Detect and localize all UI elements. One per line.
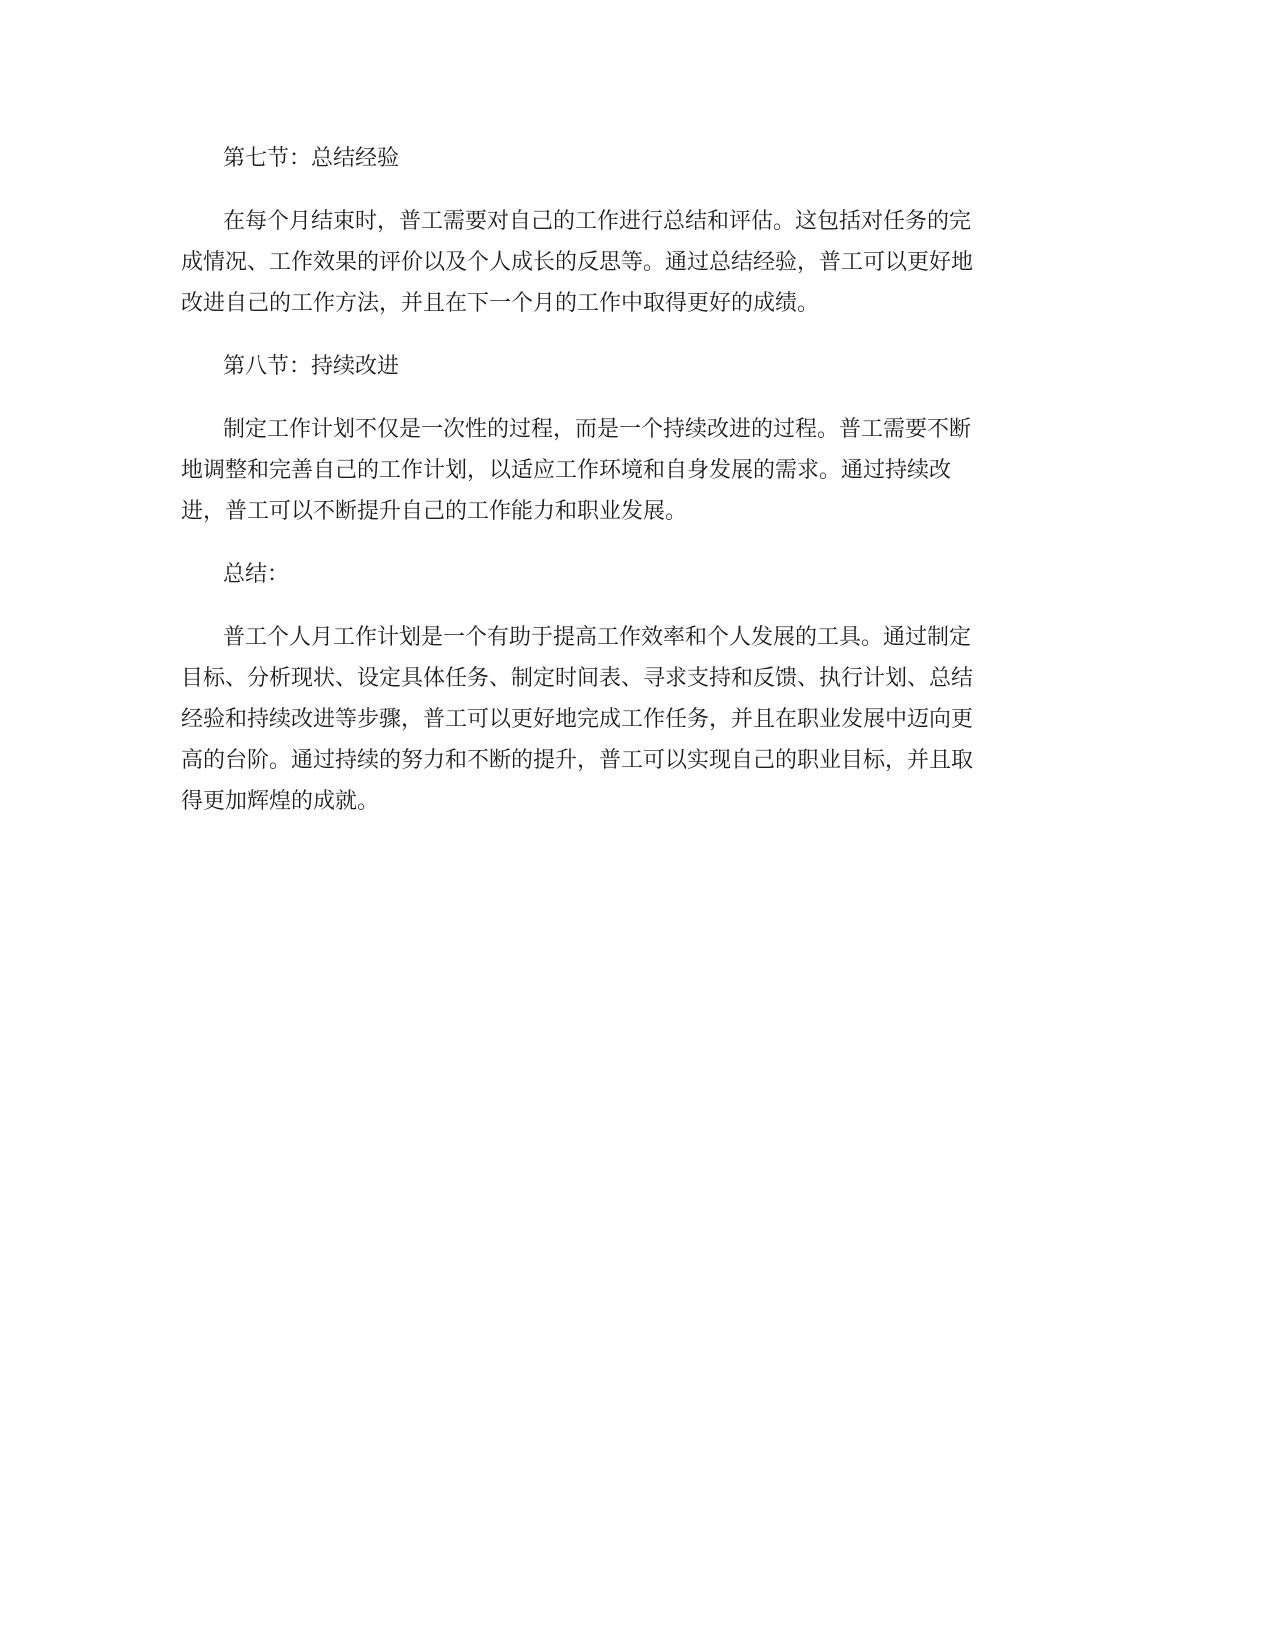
paragraph-line: 成情况、工作效果的评价以及个人成长的反思等。通过总结经验，普工可以更好地 [181, 250, 974, 275]
paragraph-line: 进，普工可以不断提升自己的工作能力和职业发展。 [181, 499, 688, 524]
section-heading-8 [181, 346, 1038, 387]
paragraph-line: 得更加辉煌的成就。 [181, 789, 380, 814]
paragraph-line: 在每个月结束时，普工需要对自己的工作进行总结和评估。这包括对任务的完 [223, 209, 972, 234]
paragraph-line: 改进自己的工作方法，并且在下一个月的工作中取得更好的成绩。 [181, 291, 820, 316]
section-heading-7 [181, 138, 1038, 179]
document-body [181, 138, 1038, 844]
section-heading-7-text: 第七节：总结经验 [223, 146, 400, 171]
summary-paragraph [181, 617, 1038, 822]
paragraph-line: 经验和持续改进等步骤，普工可以更好地完成工作任务，并且在职业发展中迈向更 [181, 707, 974, 732]
section-heading-8-text: 第八节：持续改进 [223, 354, 400, 379]
paragraph-line: 制定工作计划不仅是一次性的过程，而是一个持续改进的过程。普工需要不断 [223, 417, 972, 442]
section-paragraph-8 [181, 409, 1038, 532]
paragraph-line: 普工个人月工作计划是一个有助于提高工作效率和个人发展的工具。通过制定 [223, 625, 972, 650]
paragraph-line: 目标、分析现状、设定具体任务、制定时间表、寻求支持和反馈、执行计划、总结 [181, 666, 974, 691]
section-paragraph-7 [181, 201, 1038, 324]
paragraph-line: 地调整和完善自己的工作计划，以适应工作环境和自身发展的需求。通过持续改 [181, 458, 952, 483]
summary-heading-text: 总结： [223, 562, 290, 587]
summary-heading [181, 554, 1038, 595]
paragraph-line: 高的台阶。通过持续的努力和不断的提升，普工可以实现自己的职业目标，并且取 [181, 748, 974, 773]
